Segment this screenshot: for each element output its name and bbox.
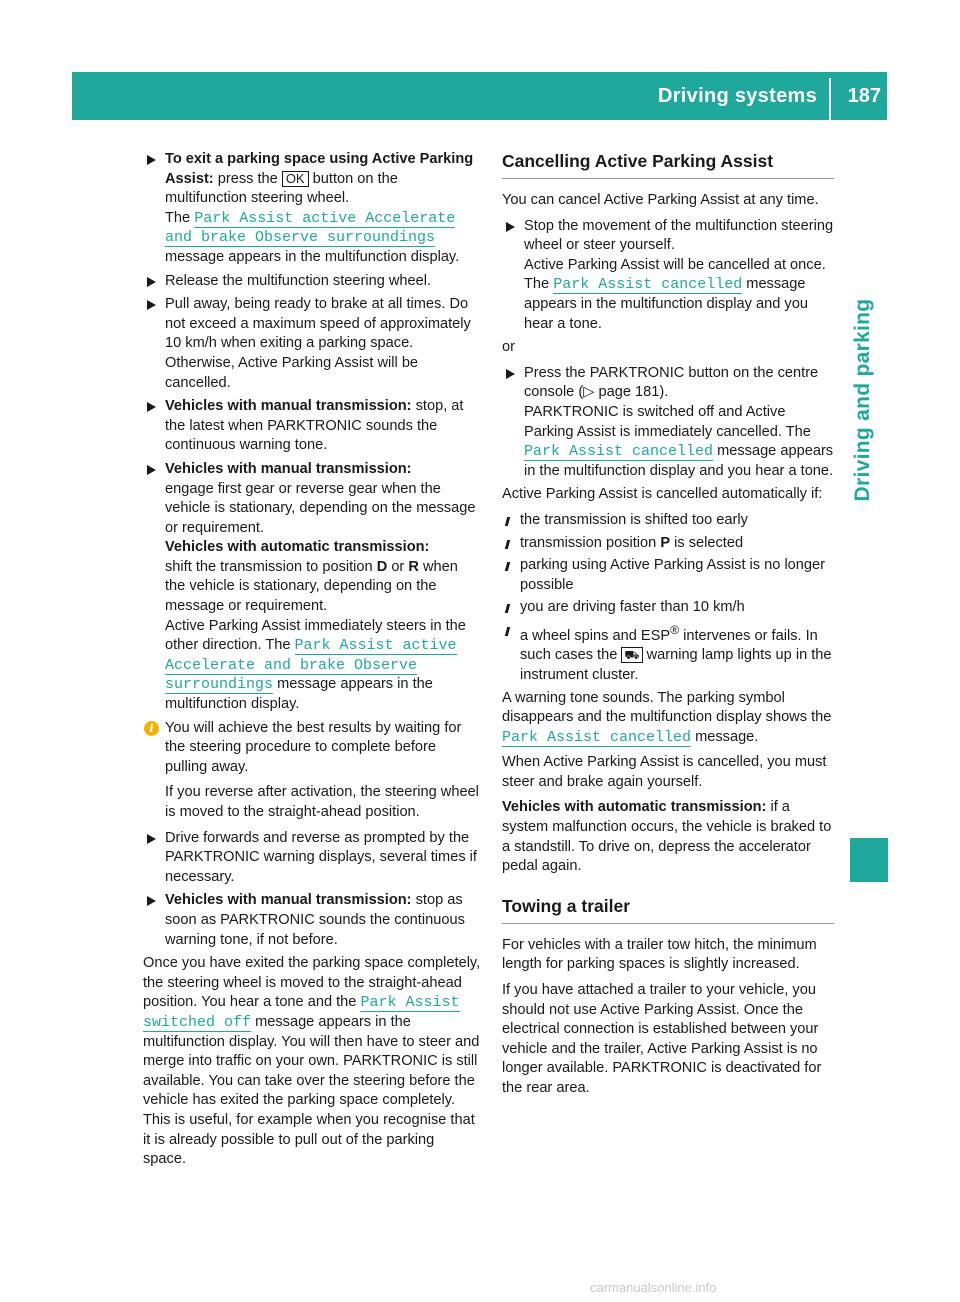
text: is selected	[670, 534, 744, 551]
text: message appears in the multifunction display and you hear a tone.	[524, 276, 808, 332]
text: warning lamp lights up in the instrument cluster.	[520, 647, 832, 683]
step-heading: Vehicles with manual transmission:	[165, 460, 412, 477]
section-title: Driving systems	[657, 85, 817, 107]
side-tab-block	[850, 838, 888, 882]
right-column	[502, 150, 834, 1105]
list-item: you are driving faster than 10 km/h	[502, 598, 834, 618]
step-heading: Vehicles with manual transmission:	[165, 398, 412, 415]
text: engage first gear or reverse gear when the vehicle is stationary, depending on the message or requirement.	[165, 480, 476, 536]
display-message: Park Assist active Accelerate and brake Observe surroundings	[165, 637, 457, 694]
list-item: the transmission is shifted too early	[502, 511, 834, 531]
list-item	[502, 621, 834, 686]
gear-r: R	[408, 558, 419, 575]
text: page 181).	[594, 384, 669, 401]
display-message: Park Assist cancelled	[553, 276, 743, 294]
info-text: You will achieve the best results by waiting for the steering procedure to complete before pulling away.	[165, 719, 462, 775]
paragraph-warning-tone	[502, 689, 834, 748]
text: Stop the movement of the multifunction steering wheel or steer yourself.	[524, 217, 834, 254]
paragraph-heading: Vehicles with automatic transmission:	[502, 799, 767, 816]
step-engage-gear	[143, 460, 481, 715]
text: message appears in the multifunction display.	[165, 676, 433, 713]
text: transmission position	[520, 534, 661, 551]
text: Active Parking Assist will be cancelled at once. The	[524, 256, 826, 293]
list-item	[502, 534, 834, 554]
text: message appears in the multifunction display and you hear a tone.	[524, 443, 834, 479]
info-note	[143, 719, 481, 823]
text: The	[165, 209, 195, 226]
text: button on the multifunction steering wheel.	[165, 170, 398, 207]
heading-cancelling: Cancelling Active Parking Assist	[502, 150, 834, 179]
info-text: If you reverse after activation, the steering wheel is moved to the straight-ahead position.	[165, 784, 479, 820]
paragraph-tow-hitch: For vehicles with a trailer tow hitch, the minimum length for parking spaces is slightly increased.	[502, 936, 817, 973]
left-column	[143, 150, 481, 1176]
header-separator	[829, 78, 831, 120]
info-icon: i	[144, 721, 159, 736]
step-drive-forwards: Drive forwards and reverse as prompted by the PARKTRONIC warning displays, several times if necessary.	[143, 829, 481, 888]
display-message: Park Assist active Accelerate and brake Observe surroundings	[165, 209, 456, 247]
step-heading: To exit a parking space using Active Parking Assist:	[165, 151, 474, 187]
gear-d: D	[376, 558, 388, 575]
step-pull-away: Pull away, being ready to brake at all times. Do not exceed a maximum speed of approximately 10 km/h when exiting a parking space. Otherwise, Active Parking Assist will be cancelled.	[143, 295, 481, 393]
text: message appears in the multifunction display. You will then have to steer and merge into traffic on your own. PARKTRONIC is still available. You can take over the steering before the vehicle has exited the parking space completely. This is useful, for example when you recognise that it is already possible to pull out of the parking space.	[143, 1013, 480, 1168]
text: or	[387, 558, 409, 575]
paragraph-cancel: You can cancel Active Parking Assist at any time.	[502, 192, 819, 208]
step-heading: Vehicles with automatic transmission:	[165, 539, 430, 556]
display-message: Park Assist cancelled	[502, 728, 692, 746]
display-message: Park Assist cancelled	[524, 443, 714, 461]
chapter-label: Driving and parking	[851, 298, 874, 502]
paragraph-steer-brake: When Active Parking Assist is cancelled, you must steer and brake again yourself.	[502, 754, 827, 790]
text: message appears in the multifunction display.	[165, 248, 460, 265]
header-bar	[72, 72, 887, 120]
text: Once you have exited the parking space completely, the steering wheel is moved to the straight-ahead position. You hear a tone and the	[143, 955, 481, 1011]
or-text: or	[502, 339, 515, 356]
footer-watermark: carmanualsonline.info	[590, 1280, 717, 1295]
text: press the	[213, 170, 282, 187]
step-manual-stop-2	[143, 891, 481, 950]
text: when the vehicle is stationary, depending on the message or requirement.	[165, 558, 458, 615]
display-message: Park Assist switched off	[143, 994, 460, 1031]
side-tab-label	[848, 298, 878, 502]
step-manual-stop	[143, 397, 481, 456]
paragraph-exited	[143, 954, 481, 1170]
text: stop as soon as PARKTRONIC sounds the continuous warning tone, if not before.	[165, 892, 465, 948]
text: shift the transmission to position	[165, 558, 377, 575]
text: intervenes or fails. In such cases the	[520, 627, 818, 664]
page-ref-arrow-icon: ▷	[583, 384, 595, 401]
gear-p: P	[660, 534, 671, 551]
paragraph-auto-cancel: Active Parking Assist is cancelled automatically if:	[502, 486, 823, 503]
text: stop, at the latest when PARKTRONIC sounds the continuous warning tone.	[165, 398, 464, 454]
text: if a system malfunction occurs, the vehicle is braked to a standstill. To drive on, depress the accelerator pedal again.	[502, 799, 832, 875]
text: A warning tone sounds. The parking symbol disappears and the multifunction display shows the	[502, 689, 832, 726]
registered-mark: ®	[670, 622, 680, 637]
step-release-wheel: Release the multifunction steering wheel.	[143, 272, 481, 292]
text: PARKTRONIC is switched off and Active Parking Assist is immediately cancelled. The	[524, 403, 811, 440]
paragraph-automatic	[502, 798, 834, 876]
step-press-parktronic	[502, 364, 834, 482]
list-item: parking using Active Parking Assist is no longer possible	[502, 556, 834, 595]
text: message.	[691, 728, 759, 745]
step-stop-movement	[502, 217, 834, 335]
text: a wheel spins and ESP	[520, 627, 671, 644]
paragraph-trailer: If you have attached a trailer to your vehicle, you should not use Active Parking Assist. Once the electrical connection is established between your vehicle and the trailer, Active Parking Assist is no longer available. PARKTRONIC is deactivated for the rear area.	[502, 982, 822, 1097]
page-number: 187	[847, 85, 881, 107]
text: Active Parking Assist immediately steers in the other direction. The	[165, 617, 466, 654]
step-exit-parking	[143, 150, 481, 268]
heading-towing: Towing a trailer	[502, 895, 834, 924]
text: Press the PARKTRONIC button on the centre console (	[524, 364, 819, 401]
esp-warning-lamp-icon: ⛟	[621, 647, 642, 663]
step-heading: Vehicles with manual transmission:	[165, 892, 412, 909]
ok-key-icon: OK	[282, 171, 309, 187]
